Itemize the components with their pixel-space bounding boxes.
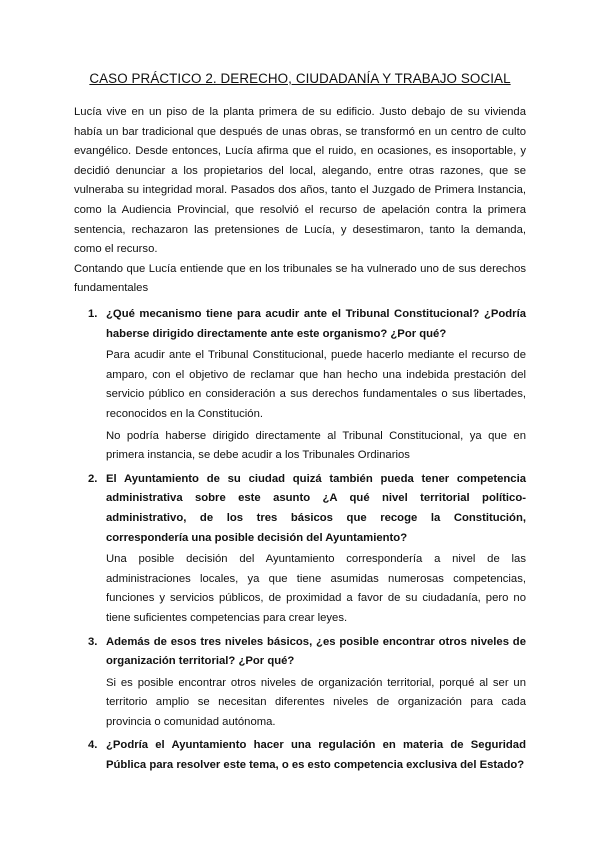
- intro-paragraph: Lucía vive en un piso de la planta primera de su edificio. Justo debajo de su vivienda había un bar tradicional que después de unas obras, se transformó en un centro de culto evangélico. Desde entonces, Lucía afirma que el ruido, en ocasiones, es insoportable, y decidió denunciar a los propietarios del local, alegando, entre otras razones, que se vulneraba su integridad moral. Pasados dos años, tanto el Juzgado de Primera Instancia, como la Audiencia Provincial, que resolvió el recurso de apelación contra la primera sentencia, rechazaron las pretensiones de Lucía, y desestimaron, tanto la demanda, como el recurso.: [74, 106, 526, 256]
- answer-text: Si es posible encontrar otros niveles de organización territorial, porqué al ser un territorio amplio se necesitan diferentes niveles de organización para cada provincia o comunidad autónoma.: [106, 676, 526, 728]
- answer-text: Una posible decisión del Ayuntamiento correspondería a nivel de las administraciones locales, ya que tiene asumidas numerosas competencias, funciones y servicios públicos, de proximidad a favor de su ciudadanía, pero no tiene suficientes competencias para crear leyes.: [106, 553, 526, 624]
- question-number: 4.: [88, 739, 98, 752]
- question-item: [74, 305, 526, 466]
- answer-text: Para acudir ante el Tribunal Constitucional, puede hacerlo mediante el recurso de amparo, con el objetivo de reclamar que han hecho una indebida prestación del servicio público en consideración a sus derechos fundamentales o sus libertades, reconocidos en la Constitución.: [106, 349, 526, 420]
- question-text: ¿Qué mecanismo tiene para acudir ante el Tribunal Constitucional? ¿Podría haberse dirigido directamente ante este organismo? ¿Por qué?: [106, 308, 526, 340]
- question-item: [74, 633, 526, 733]
- question-text: El Ayuntamiento de su ciudad quizá también pueda tener competencia administrativa sobre este asunto ¿A qué nivel territorial político-administrativo, de los tres básicos que recoge la Constitución, correspondería una posible decisión del Ayuntamiento?: [106, 472, 526, 544]
- question-list: [74, 305, 526, 776]
- question-item: [74, 470, 526, 629]
- question-number: 3.: [88, 635, 98, 648]
- intro-paragraph: Contando que Lucía entiende que en los tribunales se ha vulnerado uno de sus derechos fundamentales: [74, 262, 526, 295]
- intro-text: [74, 103, 526, 299]
- document-title: CASO PRÁCTICO 2. DERECHO, CIUDADANÍA Y TRABAJO SOCIAL: [89, 71, 511, 86]
- question-number: 2.: [88, 472, 98, 485]
- question-text: Además de esos tres niveles básicos, ¿es posible encontrar otros niveles de organización territorial? ¿Por qué?: [106, 635, 526, 668]
- answer-text: No podría haberse dirigido directamente al Tribunal Constitucional, ya que en primera instancia, se debe acudir a los Tribunales Ordinarios: [106, 429, 526, 462]
- question-item: [74, 736, 526, 775]
- question-text: ¿Podría el Ayuntamiento hacer una regulación en materia de Seguridad Pública para resolver este tema, o es esto competencia exclusiva del Estado?: [106, 739, 526, 772]
- question-number: 1.: [88, 308, 98, 320]
